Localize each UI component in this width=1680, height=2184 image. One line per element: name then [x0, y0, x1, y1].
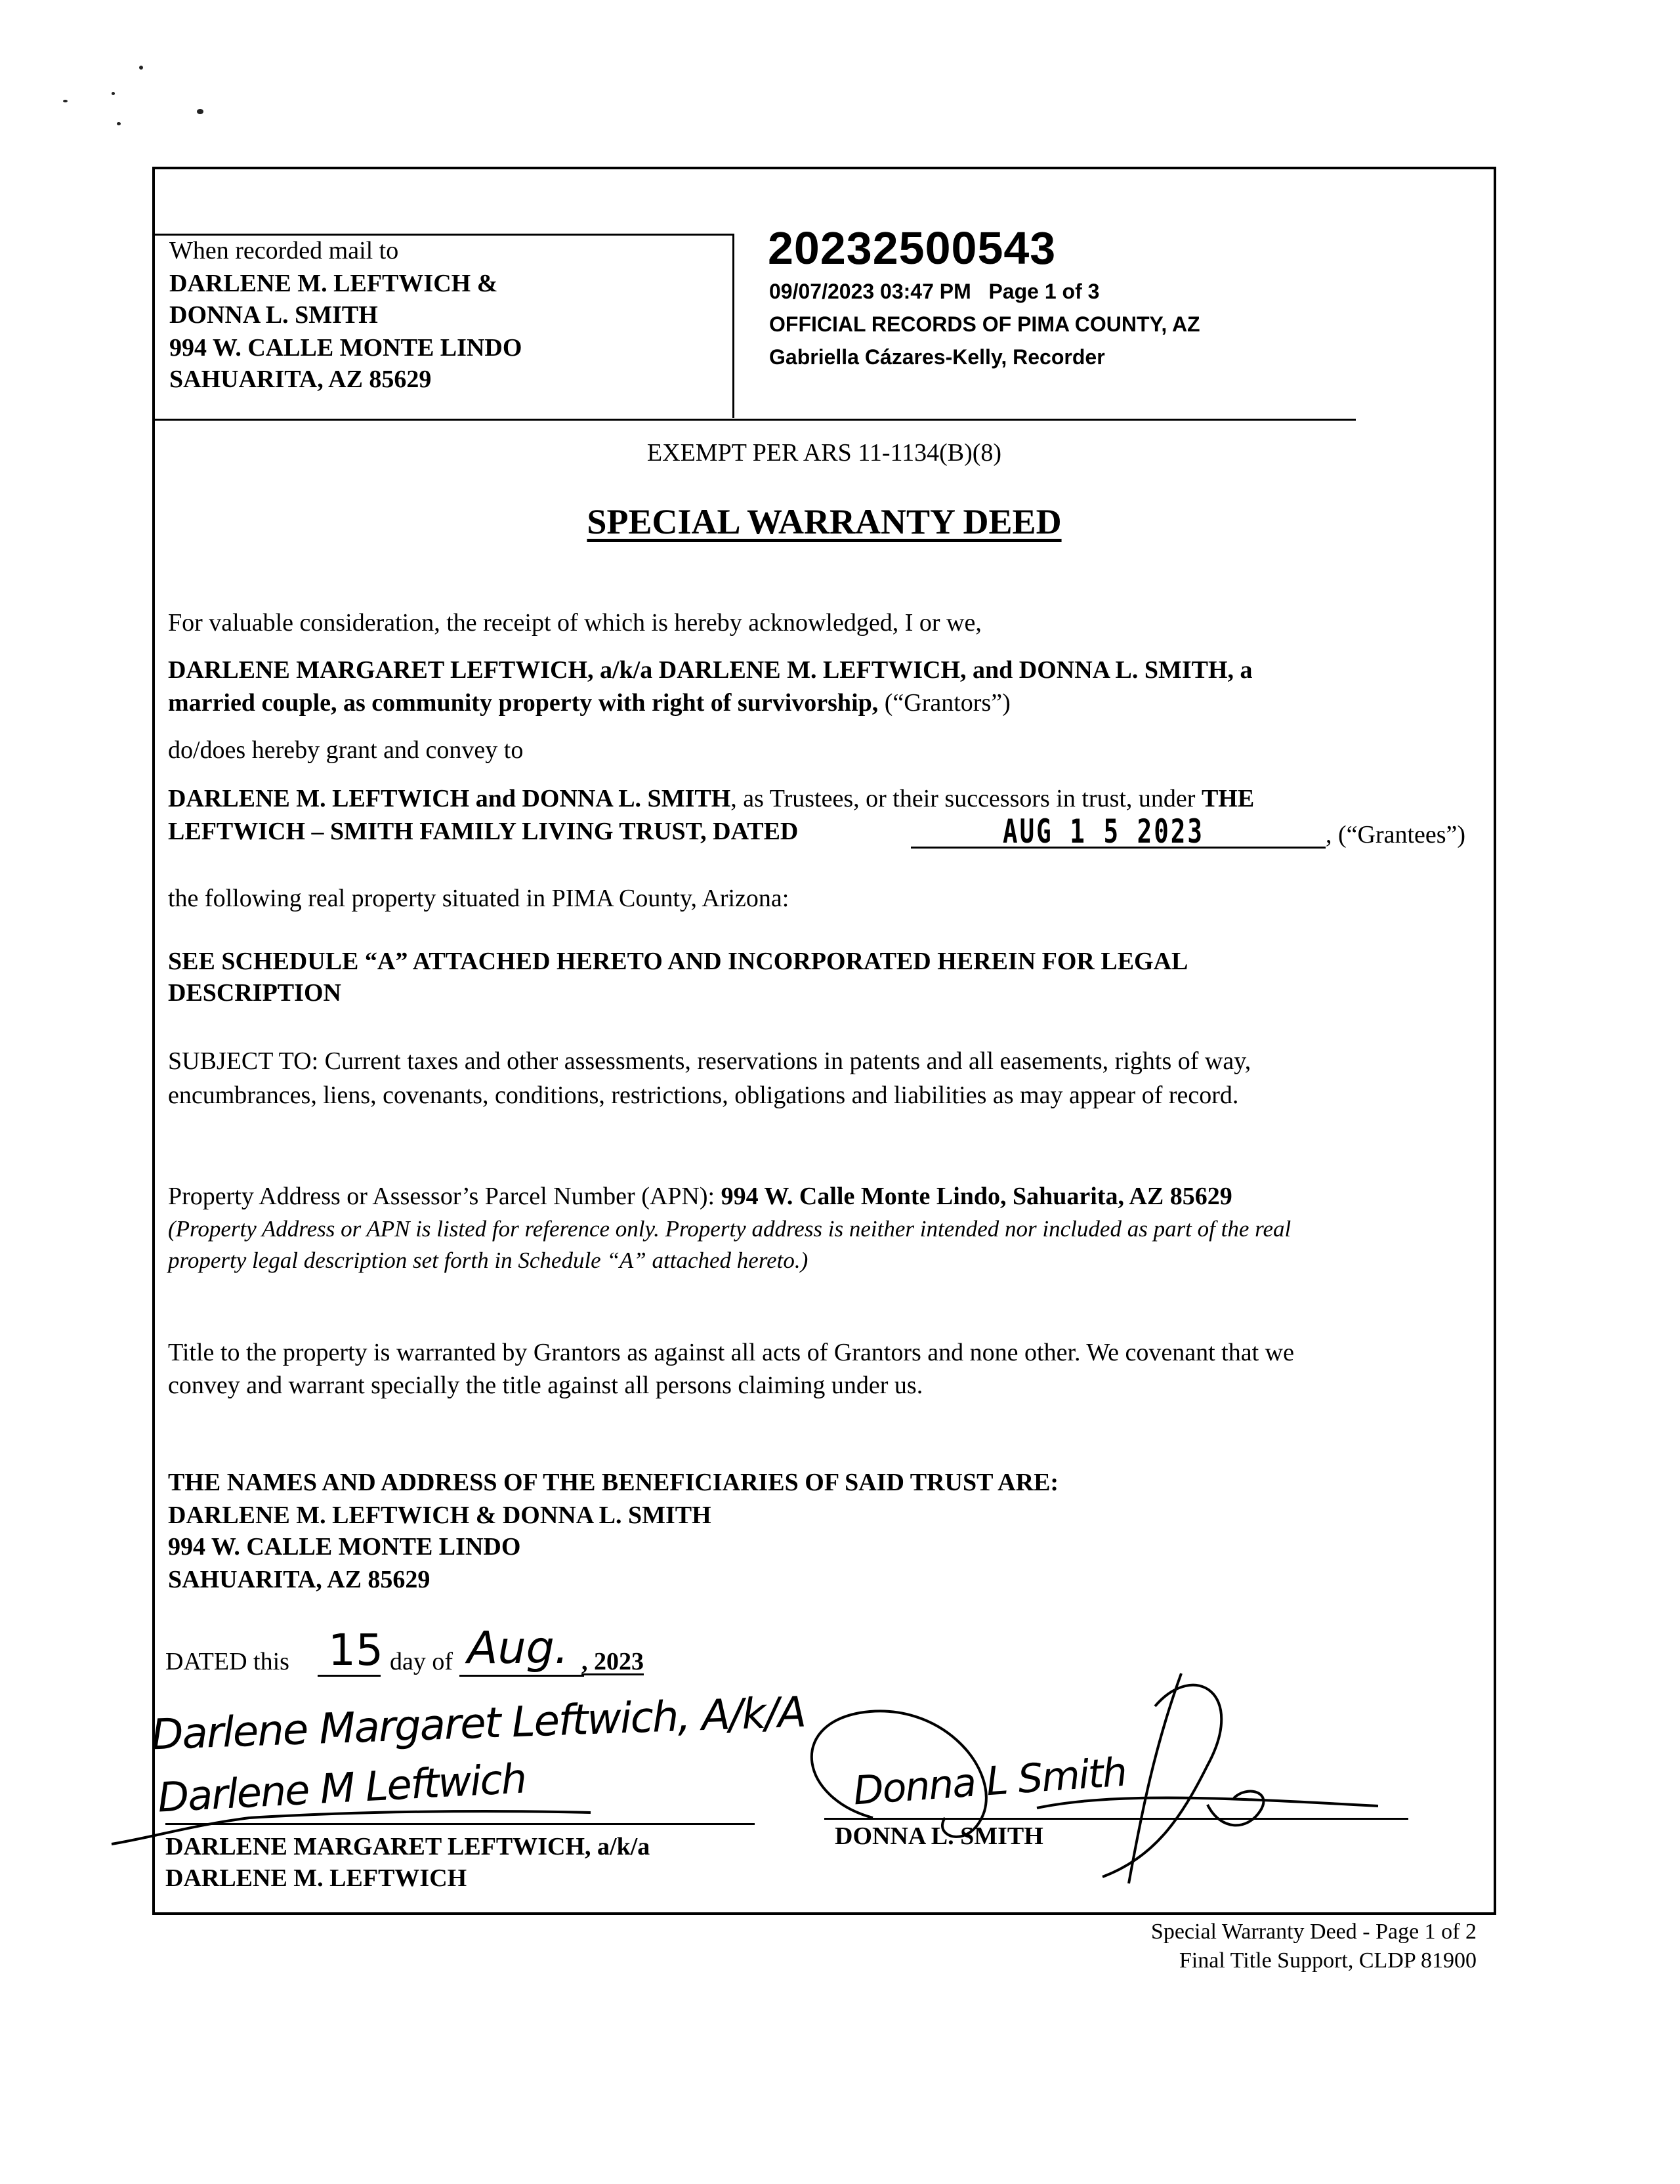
scan-speck	[112, 92, 115, 95]
beneficiaries-line: SAHUARITA, AZ 85629	[168, 1566, 430, 1593]
schedule-reference: DESCRIPTION	[168, 979, 341, 1007]
grantor1-signature: Darlene Margaret Leftwich, A/k/A	[150, 1688, 806, 1760]
grantor2-name: DONNA L. SMITH	[835, 1822, 1043, 1850]
trust-name: LEFTWICH – SMITH FAMILY LIVING TRUST, DATED	[168, 818, 799, 845]
deed-title: SPECIAL WARRANTY DEED	[587, 502, 1062, 541]
apn-label: Property Address or Assessor’s Parcel Number (APN):	[168, 1183, 721, 1210]
grantor2-signature: Donna L Smith	[852, 1749, 1127, 1815]
grantors-line	[168, 686, 1474, 719]
scan-speck	[197, 109, 203, 114]
scan-speck	[117, 122, 121, 125]
property-situated-text: the following real property situated in PIMA County, Arizona:	[168, 885, 789, 912]
grantor1-signature-line	[165, 1823, 755, 1825]
dated-this-label: DATED this	[165, 1648, 289, 1675]
consideration-text: For valuable consideration, the receipt of which is hereby acknowledged, I or we,	[168, 609, 982, 637]
apn-note: property legal description set forth in Schedule “A” attached hereto.)	[168, 1248, 808, 1273]
schedule-reference: SEE SCHEDULE “A” ATTACHED HERETO AND INCORPORATED HEREIN FOR LEGAL	[168, 948, 1188, 975]
grantees-the: THE	[1201, 785, 1255, 812]
exempt-notice: EXEMPT PER ARS 11-1134(B)(8)	[646, 439, 1002, 467]
grantors-capacity: married couple, as community property with right of survivorship,	[168, 689, 879, 717]
subject-to-text: encumbrances, liens, covenants, conditions, restrictions, obligations and liabilities as may appear of record.	[168, 1082, 1239, 1109]
header-divider	[155, 419, 1356, 421]
mail-to-line: DONNA L. SMITH	[169, 301, 378, 329]
grantor2-signature-line	[824, 1818, 1408, 1820]
record-page: Page 1 of 3	[988, 280, 1100, 303]
mail-to-line: DARLENE M. LEFTWICH &	[169, 270, 498, 297]
subject-to-text: SUBJECT TO: Current taxes and other assessments, reservations in patents and all easements, rights of way,	[168, 1047, 1251, 1075]
apn-note: (Property Address or APN is listed for reference only. Property address is neither intended nor included as part of the real	[168, 1216, 1292, 1242]
grantees-capacity: , as Trustees, or their successors in trust, under	[730, 785, 1202, 812]
beneficiaries-line: 994 W. CALLE MONTE LINDO	[168, 1533, 521, 1561]
mail-to-line: 994 W. CALLE MONTE LINDO	[169, 334, 522, 362]
footer-page-info: Special Warranty Deed - Page 1 of 2	[1150, 1920, 1477, 1944]
footer-company: Final Title Support, CLDP 81900	[1179, 1948, 1477, 1973]
day-of-label: day of	[390, 1648, 453, 1675]
dated-month-handwritten: Aug.	[467, 1622, 569, 1674]
grantees-names: DARLENE M. LEFTWICH and DONNA L. SMITH	[168, 785, 731, 812]
grantor1-signature: Darlene M Leftwich	[156, 1754, 527, 1822]
apn-line	[168, 1180, 1474, 1213]
record-number: 20232500543	[768, 222, 1057, 274]
record-recorder: Gabriella Cázares-Kelly, Recorder	[769, 345, 1105, 369]
grantor1-name: DARLENE M. LEFTWICH	[165, 1864, 467, 1892]
grant-convey-text: do/does hereby grant and convey to	[168, 736, 524, 764]
warranty-text: convey and warrant specially the title against all persons claiming under us.	[168, 1372, 923, 1399]
grantor1-name: DARLENE MARGARET LEFTWICH, a/k/a	[165, 1833, 650, 1860]
warranty-text: Title to the property is warranted by Grantors as against all acts of Grantors and none other. We covenant that we	[168, 1339, 1294, 1366]
beneficiaries-line: DARLENE M. LEFTWICH & DONNA L. SMITH	[168, 1502, 711, 1529]
scan-speck	[139, 66, 143, 70]
grantors-line: DARLENE MARGARET LEFTWICH, a/k/a DARLENE M. LEFTWICH, and DONNA L. SMITH, a	[168, 656, 1253, 684]
grantees-line	[168, 782, 1474, 815]
scan-speck	[63, 100, 68, 102]
trust-date-stamp: AUG 1 5 2023	[1003, 812, 1204, 850]
apn-value: 994 W. Calle Monte Lindo, Sahuarita, AZ 85629	[721, 1183, 1232, 1210]
mail-to-line: SAHUARITA, AZ 85629	[169, 366, 432, 393]
mail-to-label: When recorded mail to	[169, 237, 399, 264]
record-office: OFFICIAL RECORDS OF PIMA COUNTY, AZ	[769, 312, 1200, 336]
dated-day-handwritten: 15	[328, 1625, 383, 1675]
grantors-tag: (“Grantors”)	[878, 689, 1011, 717]
record-datetime: 09/07/2023 03:47 PM	[769, 280, 971, 303]
dated-year: , 2023	[581, 1648, 644, 1675]
grantees-tag: , (“Grantees”)	[1326, 821, 1466, 849]
record-datetime-line	[769, 280, 1099, 304]
dated-month-underline	[459, 1675, 584, 1677]
beneficiaries-heading: THE NAMES AND ADDRESS OF THE BENEFICIARIES OF SAID TRUST ARE:	[168, 1469, 1059, 1496]
